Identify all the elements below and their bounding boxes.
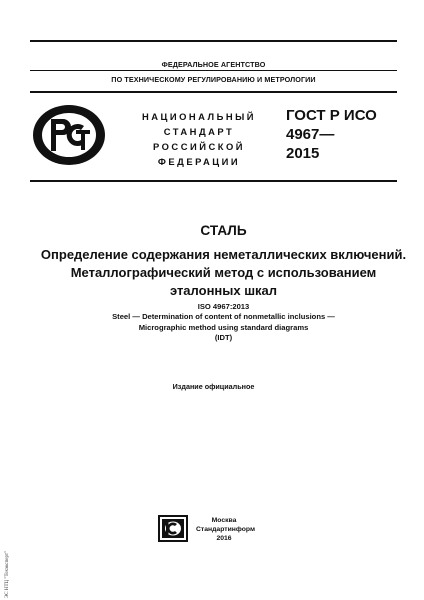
designation-line: 2015 — [286, 145, 320, 162]
rst-logo-icon — [30, 102, 108, 168]
national-standard-block — [134, 109, 264, 169]
designation-line: ГОСТ Р ИСО — [286, 107, 377, 124]
document-title: СТАЛЬ — [200, 223, 247, 238]
equivalence-mark: (IDT) — [214, 333, 233, 343]
top-rule — [30, 40, 397, 42]
subtitle-line: эталонных шкал — [169, 283, 278, 298]
publisher-block — [196, 516, 255, 543]
document-subtitle — [20, 246, 424, 300]
national-standard-line: НАЦИОНАЛЬНЫЙ — [141, 111, 257, 122]
publisher-name: Стандартинформ — [196, 526, 255, 533]
agency-subtitle: ПО ТЕХНИЧЕСКОМУ РЕГУЛИРОВАНИЮ И МЕТРОЛОГИИ — [111, 75, 316, 84]
standartinform-logo-icon — [158, 515, 188, 542]
margin-stamp-text: ЭС НТЦ "Техэксперт" — [5, 550, 10, 598]
english-title-line: Micrographic method using standard diagrams — [138, 322, 309, 332]
agency-name: ФЕДЕРАЛЬНОЕ АГЕНТСТВО — [161, 60, 266, 69]
iso-reference: ISO 4967:2013 — [197, 302, 250, 311]
publisher-city: Москва — [211, 517, 237, 524]
publication-year: 2016 — [216, 535, 232, 542]
standard-block-bottom-rule — [30, 180, 397, 182]
edition-note: Издание официальное — [172, 382, 255, 391]
english-title-line: Steel — Determination of content of nonmetallic inclusions — — [112, 312, 335, 322]
logo-text: PCT — [68, 162, 70, 163]
designation-line: 4967— — [286, 126, 335, 143]
agency-divider — [30, 70, 397, 71]
subtitle-line: Определение содержания неметаллических включений. — [40, 247, 407, 262]
standard-block-top-rule — [30, 91, 397, 93]
international-standard-block — [20, 302, 424, 344]
national-standard-line: РОССИЙСКОЙ — [153, 141, 245, 152]
margin-stamp — [2, 520, 10, 600]
subtitle-line: Металлографический метод с использованием — [70, 265, 377, 280]
national-standard-line: ФЕДЕРАЦИИ — [157, 156, 241, 167]
standard-designation — [286, 106, 377, 163]
national-standard-line: СТАНДАРТ — [163, 126, 235, 137]
